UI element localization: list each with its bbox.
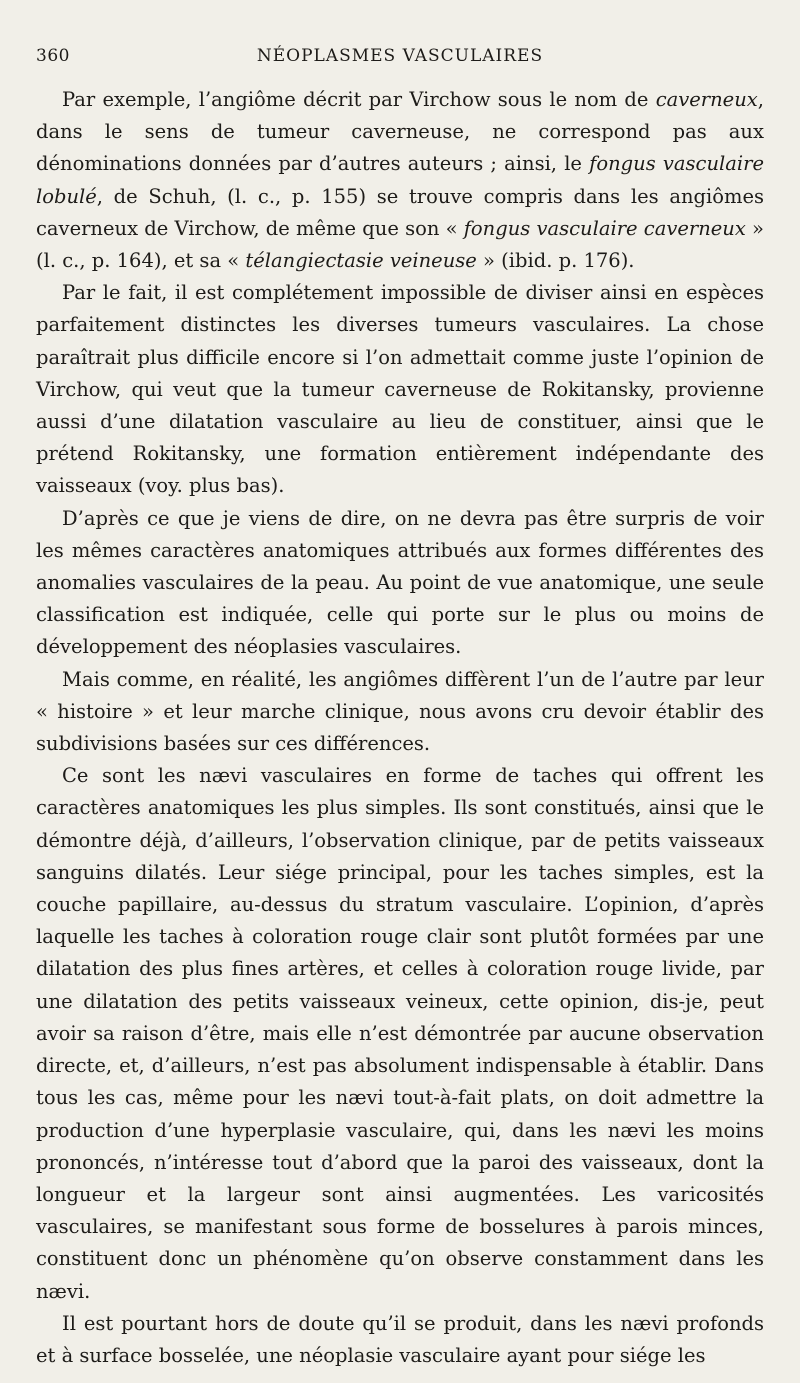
term-telangiectasie: télangiectasie veineuse [245, 249, 477, 273]
running-header [36, 46, 764, 72]
term-caverneux: caverneux [655, 88, 758, 111]
paragraph-1: Par exemple, l’angiôme décrit par Virchow sous le nom de caverneux, dans le sens de tumeur caverneuse, ne correspond pas aux dénominations données par d’autres auteurs ; ainsi, le fongus vasculaire lobulé, de Schuh, (l. c., p. 155) se trouve compris dans les angiômes caverneux de Virchow, de même que son « fongus vasculaire caverneux » (l. c., p. 164), et sa « télangiectasie veineuse » (ibid. p. 176). [36, 88, 764, 273]
paragraph-3: D’après ce que je viens de dire, on ne devra pas être surpris de voir les mêmes caractères anatomiques attribués aux formes différentes des anomalies vasculaires de la peau. Au point de vue anatomique, une seule classification est indiquée, celle qui porte sur le plus ou moins de développement des néoplasies vasculaires. [36, 506, 764, 659]
term-fongus-lobule: fongus vasculaire lobulé [36, 152, 764, 208]
paragraph-5: Ce sont les nævi vasculaires en forme de taches qui offrent les caractères anatomiques les plus simples. Ils sont constitués, ainsi que le démontre déjà, d’ailleurs, l’observation clinique, par de petits vaisseaux sanguins dilatés. Leur siége principal, pour les taches simples, est la couche papillaire, au-dessus du stratum vasculaire. L’opinion, d’après laquelle les taches à coloration rouge clair sont plutôt formées par une dilatation des plus fines artères, et celles à coloration rouge livide, par une dilatation des petits vaisseaux veineux, cette opinion, dis-je, peut avoir sa raison d’être, mais elle n’est démontrée par aucune observation directe, et, d’ailleurs, n’est pas absolument indispensable à établir. Dans tous les cas, même pour les nævi tout-à-fait plats, on doit admettre la production d’une hyperplasie vasculaire, qui, dans les nævi les moins prononcés, n’intéresse tout d’abord que la paroi des vaisseaux, dont la longueur et la largeur sont ainsi augmentées. Les varicosités vasculaires, se manifestant sous forme de bosselures à parois minces, constituent donc un phénomène qu’on observe constamment dans les nævi. [36, 764, 764, 1303]
running-title: NÉOPLASMES VASCULAIRES [256, 46, 544, 66]
paragraph-2: Par le fait, il est complétement impossible de diviser ainsi en espèces parfaitement distinctes les diverses tumeurs vasculaires. La chose paraîtrait plus difficile encore si l’on admettait comme juste l’opinion de Virchow, qui veut que la tumeur caverneuse de Rokitansky, provienne aussi d’une dilatation vasculaire au lieu de constituer, ainsi que le prétend Rokitansky, une formation entièrement indépendante des vaisseaux (voy. plus bas). [36, 281, 764, 498]
paragraph-6: Il est pourtant hors de doute qu’il se produit, dans les nævi profonds et à surface bosselée, une néoplasie vasculaire ayant pour siége les [36, 1311, 764, 1367]
paragraph-4: Mais comme, en réalité, les angiômes diffèrent l’un de l’autre par leur « histoire » et leur marche clinique, nous avons cru devoir établir des subdivisions basées sur ces différences. [36, 667, 764, 756]
page-number: 360 [36, 46, 70, 66]
term-fongus-caverneux: fongus vasculaire caverneux [463, 216, 746, 240]
body-text [36, 84, 764, 1372]
